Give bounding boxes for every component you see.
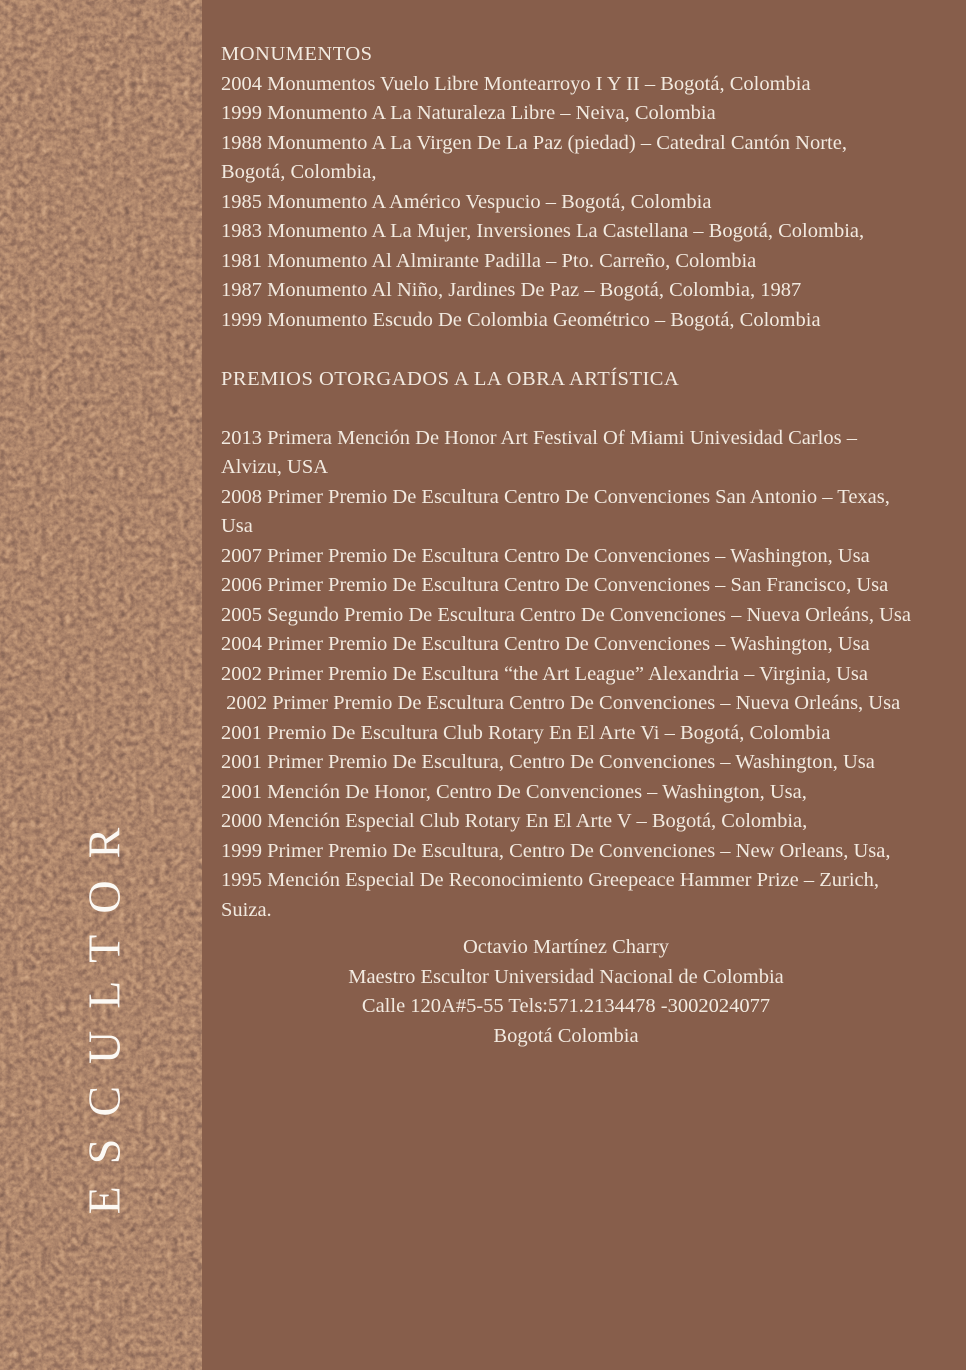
entry: 2005 Segundo Premio De Escultura Centro De Convenciones – Nueva Orleáns, Usa xyxy=(221,603,912,626)
entry: 1988 Monumento A La Virgen De La Paz (piedad) – Catedral Cantón Norte, Bogotá, Colombia, xyxy=(221,131,853,183)
entry: 1999 Monumento A La Naturaleza Libre – Neiva, Colombia xyxy=(221,102,716,124)
entry: 1995 Mención Especial De Reconocimiento Greepeace Hammer Prize – Zurich, Suiza. xyxy=(221,869,885,921)
monumentos-list xyxy=(221,70,911,336)
entry: 2000 Mención Especial Club Rotary En El Arte V – Bogotá, Colombia, xyxy=(221,810,808,832)
premios-section xyxy=(221,365,911,926)
contact-footer xyxy=(221,933,911,1051)
rust-sidebar xyxy=(0,0,202,1370)
entry: 2008 Primer Premio De Escultura Centro De Convenciones San Antonio – Texas, Usa xyxy=(221,485,896,537)
entry: 2001 Primer Premio De Escultura, Centro De Convenciones – Washington, Usa xyxy=(221,751,875,773)
monumentos-title: MONUMENTOS xyxy=(221,43,373,65)
footer-line: Calle 120A#5-55 Tels:571.2134478 -3002024077 xyxy=(361,995,771,1017)
entry: 2002 Primer Premio De Escultura Centro De Convenciones – Nueva Orleáns, Usa xyxy=(221,692,901,714)
entry: 1999 Monumento Escudo De Colombia Geométrico – Bogotá, Colombia xyxy=(221,308,821,331)
entry: 2001 Premio De Escultura Club Rotary En El Arte Vi – Bogotá, Colombia xyxy=(221,721,831,744)
premios-title: PREMIOS OTORGADOS A LA OBRA ARTÍSTICA xyxy=(221,367,680,390)
footer-line: Octavio Martínez Charry xyxy=(462,936,670,958)
premios-list xyxy=(221,424,911,926)
entry: 1981 Monumento Al Almirante Padilla – Pto. Carreño, Colombia xyxy=(221,249,757,272)
footer-line: Bogotá Colombia xyxy=(493,1024,639,1047)
footer-line: Maestro Escultor Universidad Nacional de Colombia xyxy=(348,965,784,988)
escultor-vertical-label: ESCULTOR xyxy=(78,805,130,1215)
entry: 1983 Monumento A La Mujer, Inversiones La Castellana – Bogotá, Colombia, xyxy=(221,220,865,242)
entry: 2001 Mención De Honor, Centro De Convenciones – Washington, Usa, xyxy=(221,780,807,803)
entry: 2004 Monumentos Vuelo Libre Montearroyo I Y II – Bogotá, Colombia xyxy=(221,72,811,95)
entry: 1999 Primer Premio De Escultura, Centro De Convenciones – New Orleans, Usa, xyxy=(221,839,891,862)
content-column xyxy=(221,40,911,1051)
entry: 2013 Primera Mención De Honor Art Festival Of Miami Univesidad Carlos – Alvizu, USA xyxy=(221,426,861,478)
entry: 1987 Monumento Al Niño, Jardines De Paz – Bogotá, Colombia, 1987 xyxy=(221,279,802,301)
entry: 2004 Primer Premio De Escultura Centro De Convenciones – Washington, Usa xyxy=(221,633,870,655)
entry: 1985 Monumento A Américo Vespucio – Bogotá, Colombia xyxy=(221,190,712,213)
entry: 2002 Primer Premio De Escultura “the Art League” Alexandria – Virginia, Usa xyxy=(221,662,869,685)
entry: 2007 Primer Premio De Escultura Centro De Convenciones – Washington, Usa xyxy=(221,544,870,567)
monumentos-section xyxy=(221,40,911,335)
entry: 2006 Primer Premio De Escultura Centro De Convenciones – San Francisco, Usa xyxy=(221,574,889,596)
